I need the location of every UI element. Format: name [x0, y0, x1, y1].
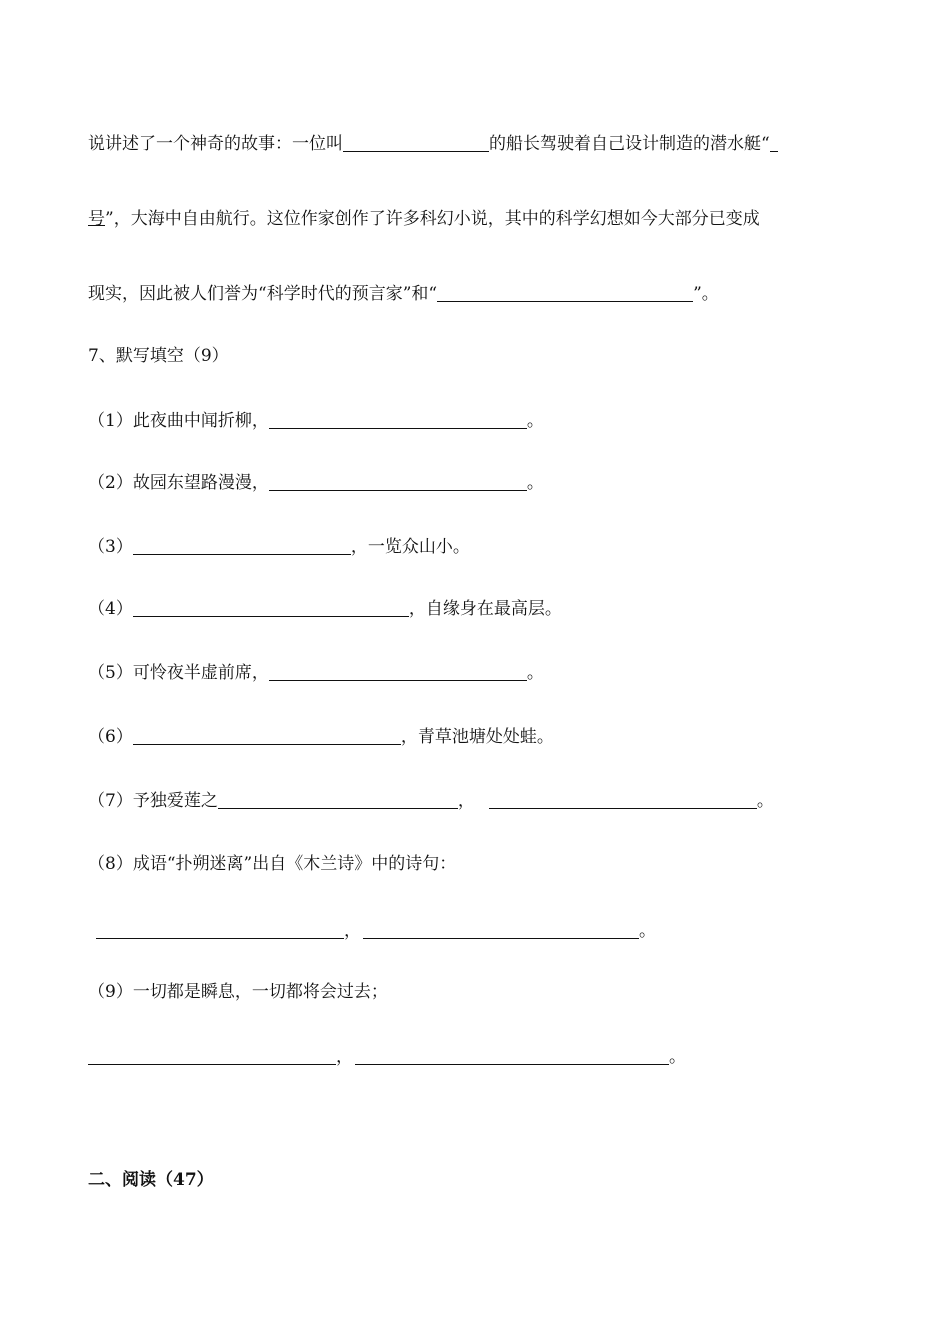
- item-number: （1）: [88, 411, 133, 431]
- item-text: 予独爱莲之: [132, 791, 218, 811]
- q7-item-2: [88, 472, 544, 494]
- answer-blank[interactable]: [218, 790, 458, 809]
- answer-blank[interactable]: [770, 133, 778, 152]
- q7-item-7: [88, 790, 774, 812]
- item-number: （3）: [88, 537, 133, 557]
- item-text: ，一览众山小。: [350, 537, 470, 557]
- item-text: ，青草池塘处处蛙。: [400, 727, 554, 747]
- answer-blank[interactable]: [343, 133, 489, 152]
- text: 号: [88, 209, 105, 229]
- item-text: 可怜夜半虚前席，: [132, 663, 269, 683]
- item-number: （4）: [88, 599, 133, 619]
- answer-blank[interactable]: [96, 920, 344, 939]
- text: ”，大海中自由航行。这位作家创作了许多科幻小说，其中的科学幻想如今大部分已变成: [105, 209, 760, 229]
- item-text: 一切都是瞬息，一切都将会过去；: [132, 982, 388, 1002]
- paragraph-line-1: [88, 133, 778, 155]
- item-number: （5）: [88, 663, 133, 683]
- item-text: 。: [756, 791, 774, 811]
- text: ”。: [693, 284, 719, 304]
- item-text: ，自缘身在最高层。: [408, 599, 562, 619]
- item-text: 故园东望路漫漫，: [132, 473, 269, 493]
- q7-item-9-answer: [88, 1046, 686, 1068]
- answer-blank[interactable]: [269, 410, 527, 429]
- item-text: 。: [526, 663, 544, 683]
- paragraph-line-2: [88, 208, 760, 230]
- answer-blank[interactable]: [269, 472, 527, 491]
- answer-blank[interactable]: [133, 726, 401, 745]
- item-number: （8）: [88, 854, 133, 874]
- item-text: 。: [639, 921, 656, 941]
- q7-item-5: [88, 662, 544, 684]
- q7-item-3: [88, 536, 470, 558]
- answer-blank[interactable]: [133, 536, 351, 555]
- question-7-title: 7、默写填空（9）: [88, 346, 229, 366]
- answer-blank[interactable]: [269, 662, 527, 681]
- q7-item-6: [88, 726, 554, 748]
- item-text: ，: [344, 921, 361, 941]
- item-number: （6）: [88, 727, 133, 747]
- item-number: （7）: [88, 791, 133, 811]
- text: 说讲述了一个神奇的故事：一位叫: [88, 134, 343, 154]
- item-number: （9）: [88, 982, 133, 1002]
- answer-blank[interactable]: [489, 790, 757, 809]
- answer-blank[interactable]: [363, 920, 639, 939]
- item-text: ，: [336, 1047, 353, 1067]
- q7-item-9: [88, 981, 388, 1003]
- q7-item-1: [88, 410, 544, 432]
- item-text: 成语“扑朔迷离”出自《木兰诗》中的诗句：: [132, 854, 457, 874]
- item-number: （2）: [88, 473, 133, 493]
- answer-blank[interactable]: [437, 283, 693, 302]
- answer-blank[interactable]: [133, 598, 409, 617]
- q7-item-4: [88, 598, 562, 620]
- item-text: 。: [526, 473, 544, 493]
- item-text: 此夜曲中闻折柳，: [132, 411, 269, 431]
- section-2-title: 二、阅读（47）: [88, 1170, 214, 1190]
- answer-blank[interactable]: [88, 1046, 336, 1065]
- q7-item-8-answer: [96, 920, 656, 942]
- text: 现实，因此被人们誉为“科学时代的预言家”和“: [88, 284, 438, 304]
- paragraph-line-3: [88, 283, 719, 305]
- answer-blank[interactable]: [355, 1046, 669, 1065]
- item-text: 。: [669, 1047, 686, 1067]
- q7-item-8: [88, 853, 456, 875]
- text: 的船长驾驶着自己设计制造的潜水艇“: [489, 134, 770, 154]
- item-text: ，: [457, 791, 475, 811]
- item-text: 。: [526, 411, 544, 431]
